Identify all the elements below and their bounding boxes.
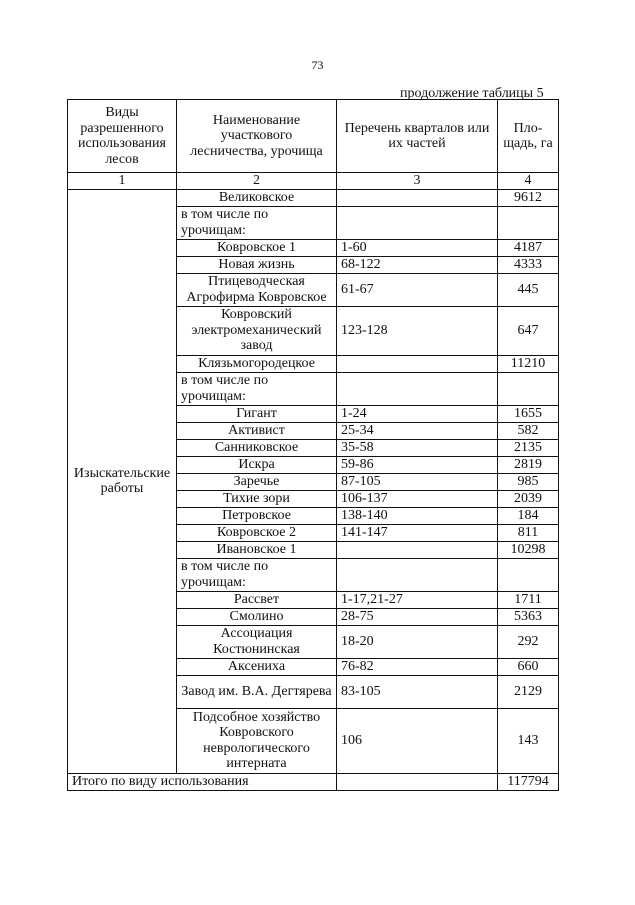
column-number: 2 <box>177 173 337 190</box>
area: 11210 <box>498 355 559 372</box>
forestry-name: Клязьмогородецкое <box>177 355 337 372</box>
tract-name: Активист <box>177 422 337 439</box>
quarters: 106 <box>337 708 498 773</box>
area: 4187 <box>498 239 559 256</box>
tract-name: Новая жизнь <box>177 256 337 273</box>
quarters <box>337 558 498 591</box>
quarters: 141-147 <box>337 524 498 541</box>
column-number: 4 <box>498 173 559 190</box>
area: 811 <box>498 524 559 541</box>
subtitle: в том числе по урочищам: <box>177 206 337 239</box>
quarters <box>337 355 498 372</box>
area: 445 <box>498 273 559 306</box>
area: 660 <box>498 658 559 675</box>
quarters: 1-60 <box>337 239 498 256</box>
area: 2819 <box>498 456 559 473</box>
header-row <box>68 100 559 173</box>
area: 582 <box>498 422 559 439</box>
total-label: Итого по виду использования <box>68 773 337 790</box>
quarters: 1-24 <box>337 405 498 422</box>
usage-type-cell: Изыскательские работы <box>68 189 177 773</box>
column-number: 3 <box>337 173 498 190</box>
column-number: 1 <box>68 173 177 190</box>
forestry-name: Великовское <box>177 189 337 206</box>
forestry-name: Ивановское 1 <box>177 541 337 558</box>
area: 1655 <box>498 405 559 422</box>
area <box>498 206 559 239</box>
subtitle: в том числе по урочищам: <box>177 372 337 405</box>
area: 2039 <box>498 490 559 507</box>
area <box>498 372 559 405</box>
area: 647 <box>498 306 559 355</box>
tract-name: Ковровское 1 <box>177 239 337 256</box>
area: 2135 <box>498 439 559 456</box>
tract-name: Тихие зори <box>177 490 337 507</box>
area: 9612 <box>498 189 559 206</box>
quarters: 123-128 <box>337 306 498 355</box>
tract-name: Санниковское <box>177 439 337 456</box>
header-usage-type: Виды разрешенного использования лесов <box>68 100 177 173</box>
tract-name: Аксениха <box>177 658 337 675</box>
tract-name: Петровское <box>177 507 337 524</box>
quarters: 25-34 <box>337 422 498 439</box>
quarters: 106-137 <box>337 490 498 507</box>
tract-name: Ассоциация Костюнинская <box>177 625 337 658</box>
area: 5363 <box>498 608 559 625</box>
quarters <box>337 372 498 405</box>
quarters <box>337 541 498 558</box>
total-area: 117794 <box>498 773 559 790</box>
area: 143 <box>498 708 559 773</box>
header-forestry-name: Наименование участкового лесничества, урочища <box>177 100 337 173</box>
page-number: 73 <box>311 58 324 72</box>
header-area: Пло-щадь, га <box>498 100 559 173</box>
table-caption: продолжение таблицы 5 <box>400 86 544 101</box>
tract-name: Завод им. В.А. Дегтярева <box>177 675 337 708</box>
column-number-row <box>68 173 559 190</box>
tract-name: Подсобное хозяйство Ковровского неврологического интерната <box>177 708 337 773</box>
quarters: 35-58 <box>337 439 498 456</box>
tract-name: Ковровский электромеханический завод <box>177 306 337 355</box>
area: 985 <box>498 473 559 490</box>
tract-name: Ковровское 2 <box>177 524 337 541</box>
quarters: 87-105 <box>337 473 498 490</box>
quarters <box>337 206 498 239</box>
forest-use-table <box>67 99 559 791</box>
tract-name: Заречье <box>177 473 337 490</box>
tract-name: Гигант <box>177 405 337 422</box>
header-quarters: Перечень кварталов или их частей <box>337 100 498 173</box>
quarters: 61-67 <box>337 273 498 306</box>
quarters: 76-82 <box>337 658 498 675</box>
tract-name: Смолино <box>177 608 337 625</box>
area <box>498 558 559 591</box>
area: 2129 <box>498 675 559 708</box>
area: 4333 <box>498 256 559 273</box>
tract-name: Птицеводческая Агрофирма Ковровское <box>177 273 337 306</box>
tract-name: Рассвет <box>177 591 337 608</box>
quarters: 68-122 <box>337 256 498 273</box>
total-quarters <box>337 773 498 790</box>
area: 1711 <box>498 591 559 608</box>
quarters: 28-75 <box>337 608 498 625</box>
quarters: 59-86 <box>337 456 498 473</box>
subtitle: в том числе по урочищам: <box>177 558 337 591</box>
area: 184 <box>498 507 559 524</box>
area: 10298 <box>498 541 559 558</box>
quarters <box>337 189 498 206</box>
table-row <box>68 189 559 206</box>
area: 292 <box>498 625 559 658</box>
quarters: 138-140 <box>337 507 498 524</box>
quarters: 1-17,21-27 <box>337 591 498 608</box>
total-row <box>68 773 559 790</box>
quarters: 83-105 <box>337 675 498 708</box>
quarters: 18-20 <box>337 625 498 658</box>
tract-name: Искра <box>177 456 337 473</box>
